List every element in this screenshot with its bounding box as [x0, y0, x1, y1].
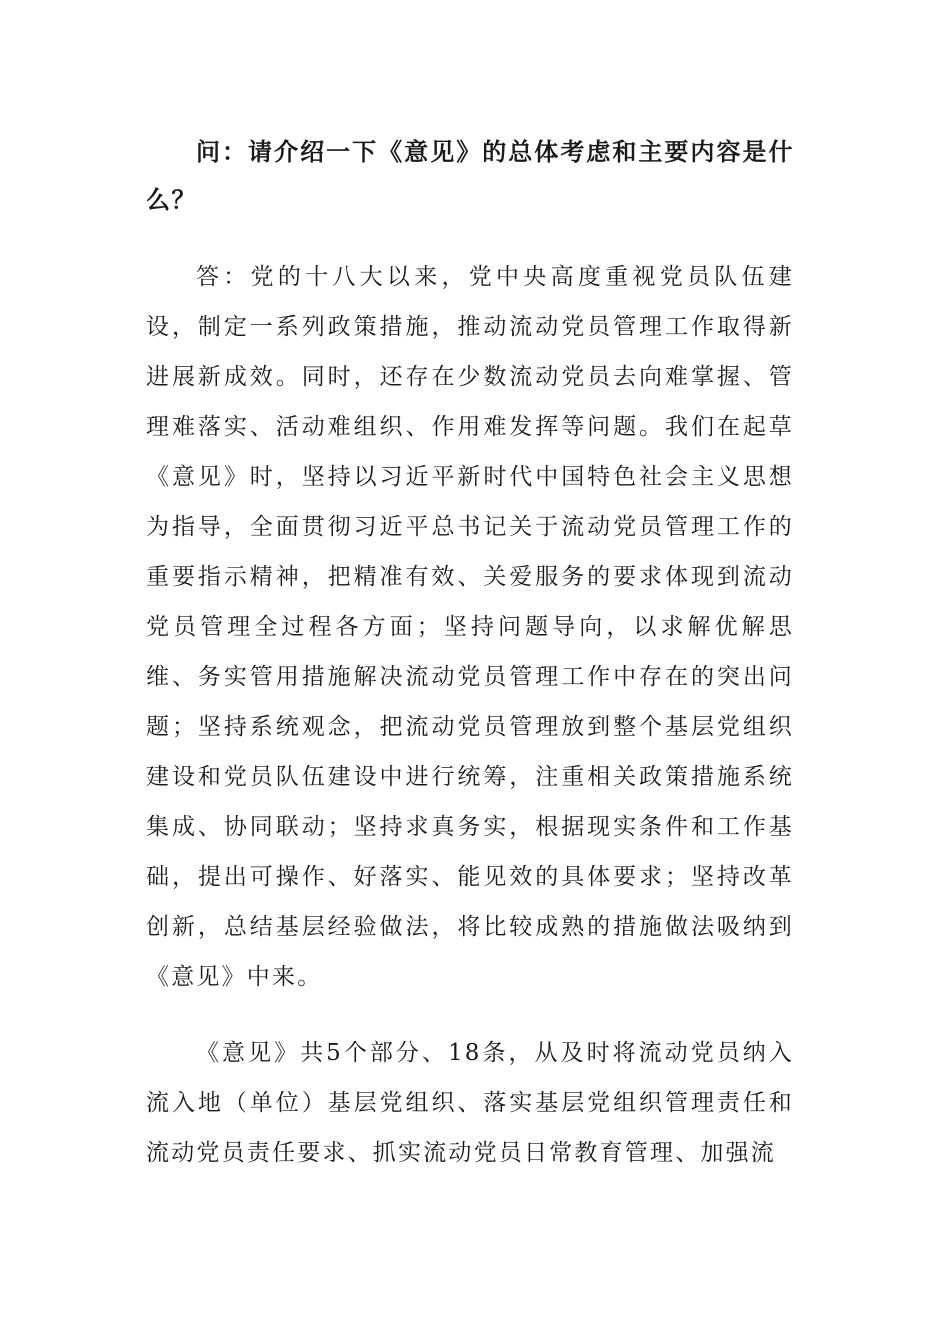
question-heading: 问：请介绍一下《意见》的总体考虑和主要内容是什么？: [146, 138, 794, 214]
content-paragraph: 《意见》共5个部分、18条，从及时将流动党员纳入流入地（单位）基层党组织、落实基层党组织管理责任和流动党员责任要求、抓实流动党员日常教育管理、加强流: [146, 1040, 794, 1166]
answer-paragraph: 答：党的十八大以来，党中央高度重视党员队伍建设，制定一系列政策措施，推动流动党员管理工作取得新进展新成效。同时，还存在少数流动党员去向难掌握、管理难落实、活动难组织、作用难发挥等问题。我们在起草《意见》时，坚持以习近平新时代中国特色社会主义思想为指导，全面贯彻习近平总书记关于流动党员管理工作的重要指示精神，把精准有效、关爱服务的要求体现到流动党员管理全过程各方面；坚持问题导向，以求解优解思维、务实管用措施解决流动党员管理工作中存在的突出问题；坚持系统观念，把流动党员管理放到整个基层党组织建设和党员队伍建设中进行统筹，注重相关政策措施系统集成、协同联动；坚持求真务实，根据现实条件和工作基础，提出可操作、好落实、能见效的具体要求；坚持改革创新，总结基层经验做法，将比较成熟的措施做法吸纳到《意见》中来。: [146, 264, 794, 990]
document-page: [146, 128, 794, 1204]
